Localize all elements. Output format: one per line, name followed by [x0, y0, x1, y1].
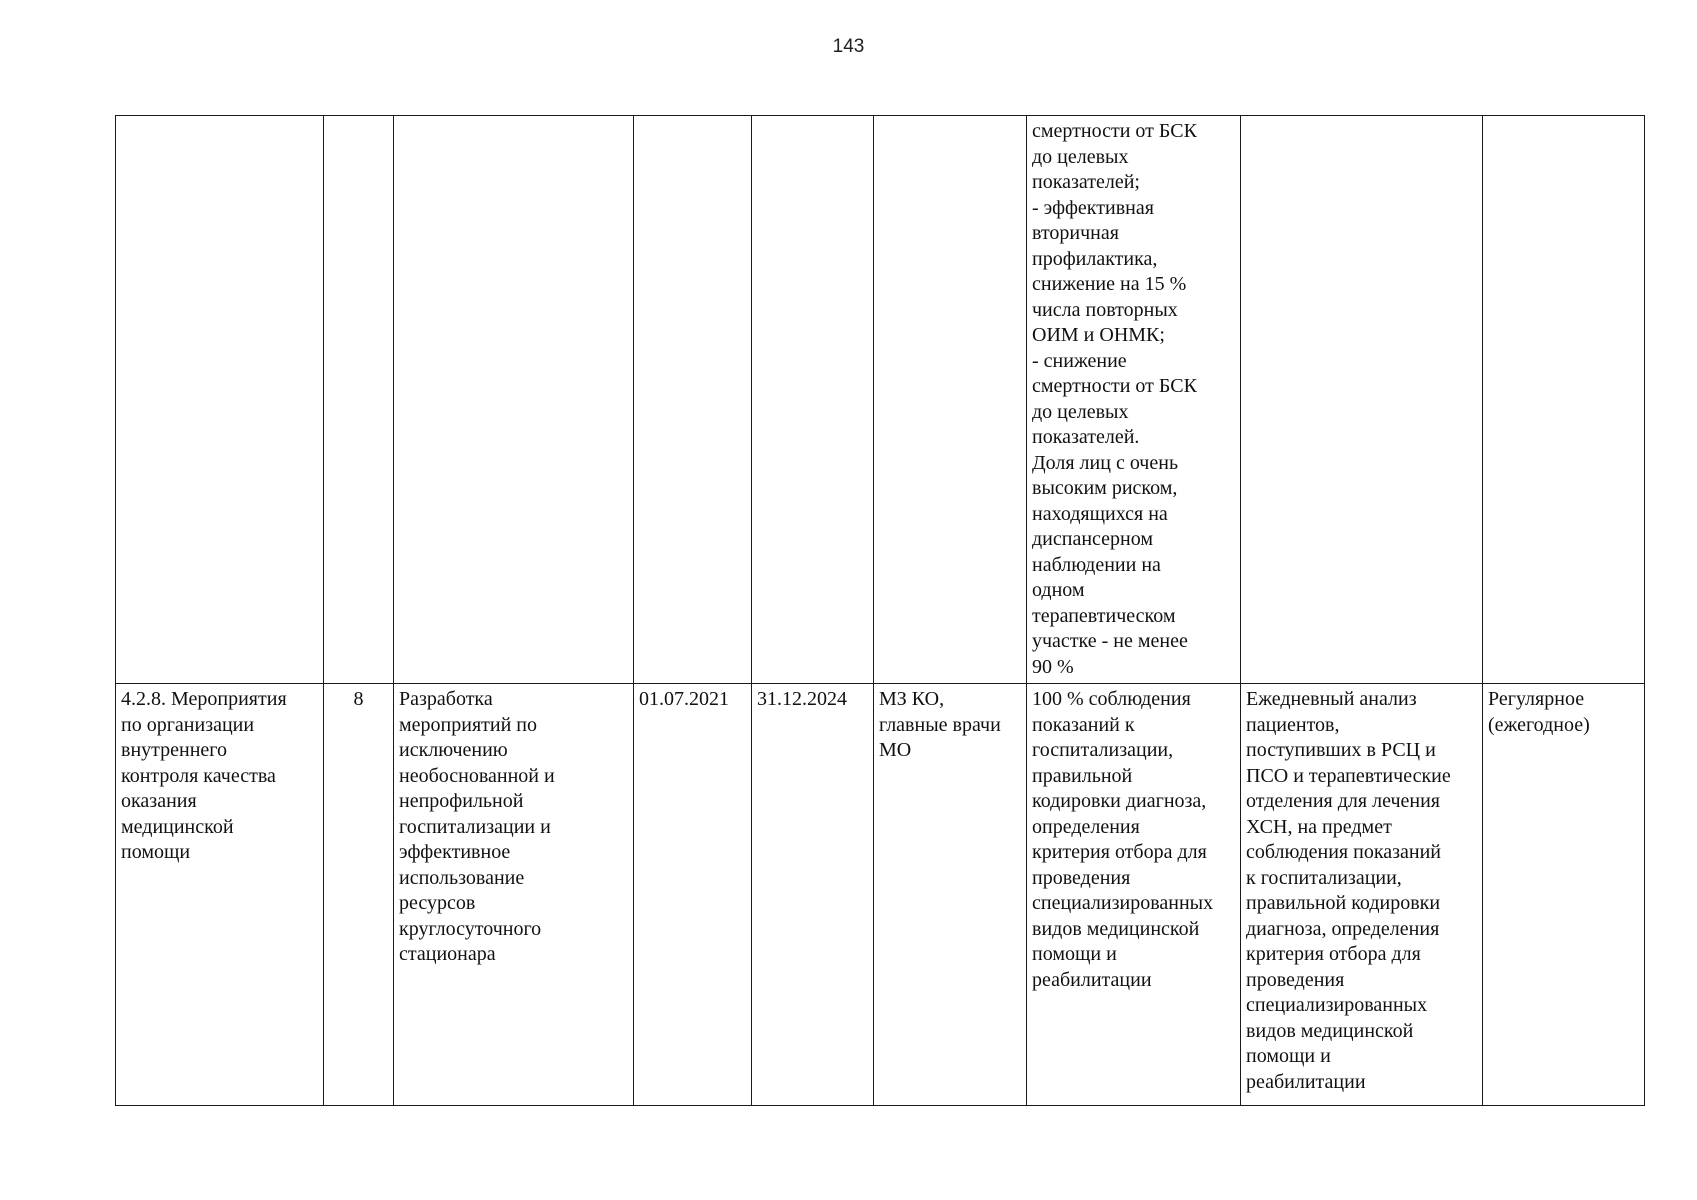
cell-number	[324, 116, 394, 684]
cell-frequency: Регулярное (ежегодное)	[1483, 684, 1645, 1106]
table-row-continuation	[116, 116, 1645, 684]
cell-end-date: 31.12.2024	[752, 684, 874, 1106]
cell-expected-result: 100 % соблюдения показаний к госпитализации, правильной кодировки диагноза, определения критерия отбора для проведения специализированных видов медицинской помощи и реабилитации	[1027, 684, 1241, 1106]
cell-indicators	[1241, 116, 1483, 684]
cell-responsible: МЗ КО, главные врачи МО	[874, 684, 1027, 1106]
cell-number: 8	[324, 684, 394, 1106]
cell-description	[394, 116, 634, 684]
cell-end-date	[752, 116, 874, 684]
cell-start-date: 01.07.2021	[634, 684, 752, 1106]
cell-start-date	[634, 116, 752, 684]
cell-indicators: Ежедневный анализ пациентов, поступивших в РСЦ и ПСО и терапевтические отделения для лечения ХСН, на предмет соблюдения показаний к госпитализации, правильной кодировки диагноза, определения критерия отбора для проведения специализированных видов медицинской помощи и реабилитации	[1241, 684, 1483, 1106]
table-row-4-2-8	[116, 684, 1645, 1106]
measures-table	[115, 115, 1645, 1106]
cell-frequency	[1483, 116, 1645, 684]
cell-description: Разработка мероприятий по исключению необоснованной и непрофильной госпитализации и эффективное использование ресурсов круглосуточного стационара	[394, 684, 634, 1106]
cell-measure-name: 4.2.8. Мероприятия по организации внутреннего контроля качества оказания медицинской помощи	[116, 684, 324, 1106]
page-number: 143	[832, 36, 865, 57]
cell-measure-name	[116, 116, 324, 684]
cell-responsible	[874, 116, 1027, 684]
cell-expected-result: смертности от БСК до целевых показателей; - эффективная вторичная профилактика, снижение на 15 % числа повторных ОИМ и ОНМК; - снижение смертности от БСК до целевых показателей. Доля лиц с очень высоким риском, находящихся на диспансерном наблюдении на одном терапевтическом участке - не менее 90 %	[1027, 116, 1241, 684]
